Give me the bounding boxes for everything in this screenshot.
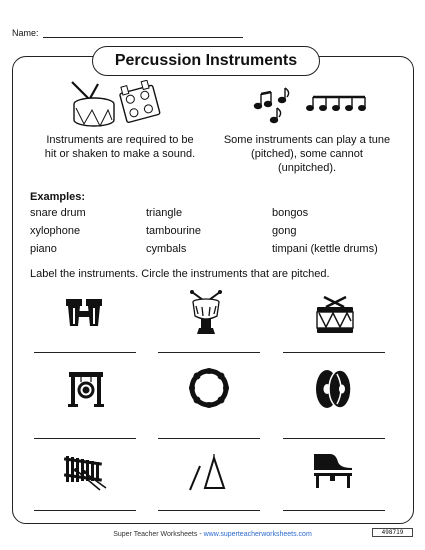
answer-line[interactable] [34, 438, 136, 439]
drum-and-sticks-icon [68, 80, 168, 130]
instructions: Label the instruments. Circle the instruments that are pitched. [30, 268, 330, 280]
answer-line[interactable] [283, 510, 385, 511]
name-label: Name: [12, 28, 39, 38]
answer-line[interactable] [34, 510, 136, 511]
xylophone-icon [62, 450, 108, 492]
example-item: timpani (kettle drums) [272, 243, 378, 255]
piano-icon [312, 450, 356, 490]
snare-drum-icon [314, 295, 356, 335]
name-line [43, 29, 243, 38]
worksheet-code: 498719 [372, 528, 413, 537]
answer-line[interactable] [34, 352, 136, 353]
answer-line[interactable] [158, 352, 260, 353]
answer-line[interactable] [158, 510, 260, 511]
footer-url-link[interactable]: www.superteacherworksheets.com [203, 531, 312, 538]
intro-hit-or-shaken: Instruments are required to be hit or shaken to make a sound. [44, 134, 196, 160]
answer-line[interactable] [158, 438, 260, 439]
example-item: snare drum [30, 207, 86, 219]
examples-heading: Examples: [30, 191, 86, 203]
bongos-icon [64, 296, 104, 332]
gong-icon [66, 368, 106, 408]
example-item: triangle [146, 207, 183, 219]
cymbals-icon [313, 368, 355, 410]
page-title: Percussion Instruments [92, 46, 320, 76]
triangle-icon [186, 452, 228, 492]
example-item: bongos [272, 207, 309, 219]
example-item: piano [30, 243, 57, 255]
example-item: tambourine [146, 225, 202, 237]
timpani-icon [188, 290, 224, 336]
example-item: gong [272, 225, 297, 237]
footer [0, 531, 425, 538]
music-notes-icon [252, 86, 372, 126]
answer-line[interactable] [283, 352, 385, 353]
footer-separator: - [197, 531, 204, 538]
name-field [12, 28, 243, 38]
tambourine-icon [189, 368, 229, 408]
example-item: xylophone [30, 225, 81, 237]
example-item: cymbals [146, 243, 187, 255]
answer-line[interactable] [283, 438, 385, 439]
footer-brand: Super Teacher Worksheets [113, 531, 198, 538]
intro-pitched-unpitched: Some instruments can play a tune (pitched), some cannot (unpitched). [223, 134, 391, 174]
